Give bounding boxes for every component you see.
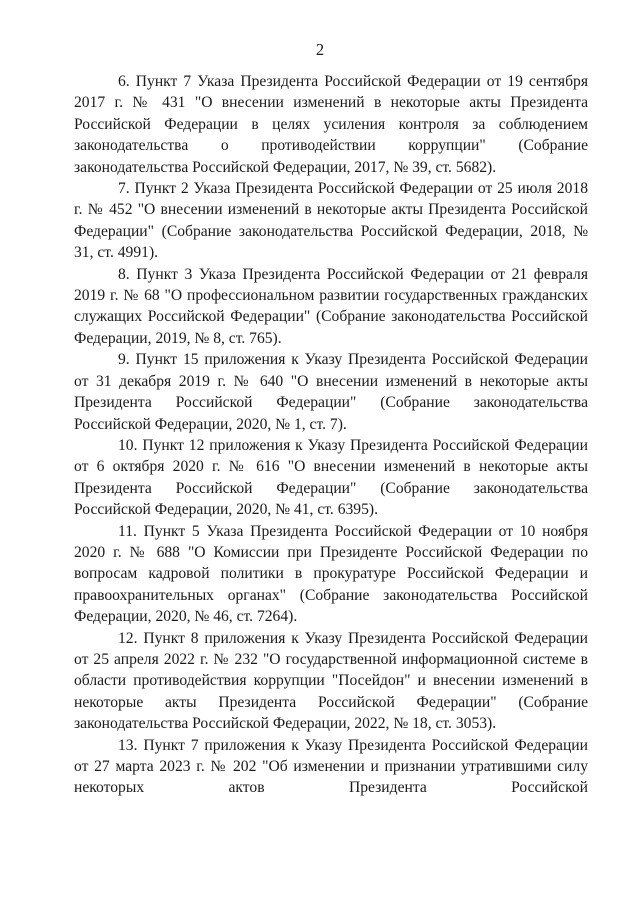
page-number: 2: [315, 40, 325, 59]
list-item: 12. Пункт 8 приложения к Указу Президента Российской Федерации от 25 апреля 2022 г. № 232 "О государственной информационной системе в области противодействия коррупции "Посейдон" и внесении изменений в некоторые акты Президента Российской Федерации" (Собрание законодательства Российской Федерации, 2022, № 18, ст. 3053).: [74, 629, 588, 733]
list-item: 8. Пункт 3 Указа Президента Российской Федерации от 21 февраля 2019 г. № 68 "О профессиональном развитии государственных гражданских служащих Российской Федерации" (Собрание законодательства Российской Федерации, 2019, № 8, ст. 765).: [74, 265, 588, 347]
list-item: 7. Пункт 2 Указа Президента Российской Федерации от 25 июля 2018 г. № 452 "О внесении изменений в некоторые акты Президента Российской Федерации" (Собрание законодательства Российской Федерации, 2018, № 31, ст. 4991).: [74, 180, 588, 262]
list-item: 10. Пункт 12 приложения к Указу Президента Российской Федерации от 6 октября 2020 г. № 616 "О внесении изменений в некоторые акты Президента Российской Федерации" (Собрание законодательства Российской Федерации, 2020, № 41, ст. 6395).: [74, 436, 588, 519]
document-body: [74, 71, 588, 799]
list-item: 6. Пункт 7 Указа Президента Российской Федерации от 19 сентября 2017 г. № 431 "О внесении изменений в некоторые акты Президента Российской Федерации в целях усиления контроля за соблюдением законодательства о противодействии коррупции" (Собрание законодательства Российской Федерации, 2017, № 39, ст. 5682).: [74, 73, 588, 176]
list-item: 13. Пункт 7 приложения к Указу Президента Российской Федерации от 27 марта 2023 г. № 202 "Об изменении и признании утратившими силу некоторых актов Президента Российской: [74, 736, 588, 797]
list-item: 11. Пункт 5 Указа Президента Российской Федерации от 10 ноября 2020 г. № 688 "О Комиссии при Президенте Российской Федерации по вопросам кадровой политики в прокуратуре Российской Федерации и правоохранительных органах" (Собрание законодательства Российской Федерации, 2020, № 46, ст. 7264).: [74, 522, 588, 626]
list-item: 9. Пункт 15 приложения к Указу Президента Российской Федерации от 31 декабря 2019 г. № 640 "О внесении изменений в некоторые акты Президента Российской Федерации" (Собрание законодательства Российской Федерации, 2020, № 1, ст. 7).: [74, 351, 588, 433]
